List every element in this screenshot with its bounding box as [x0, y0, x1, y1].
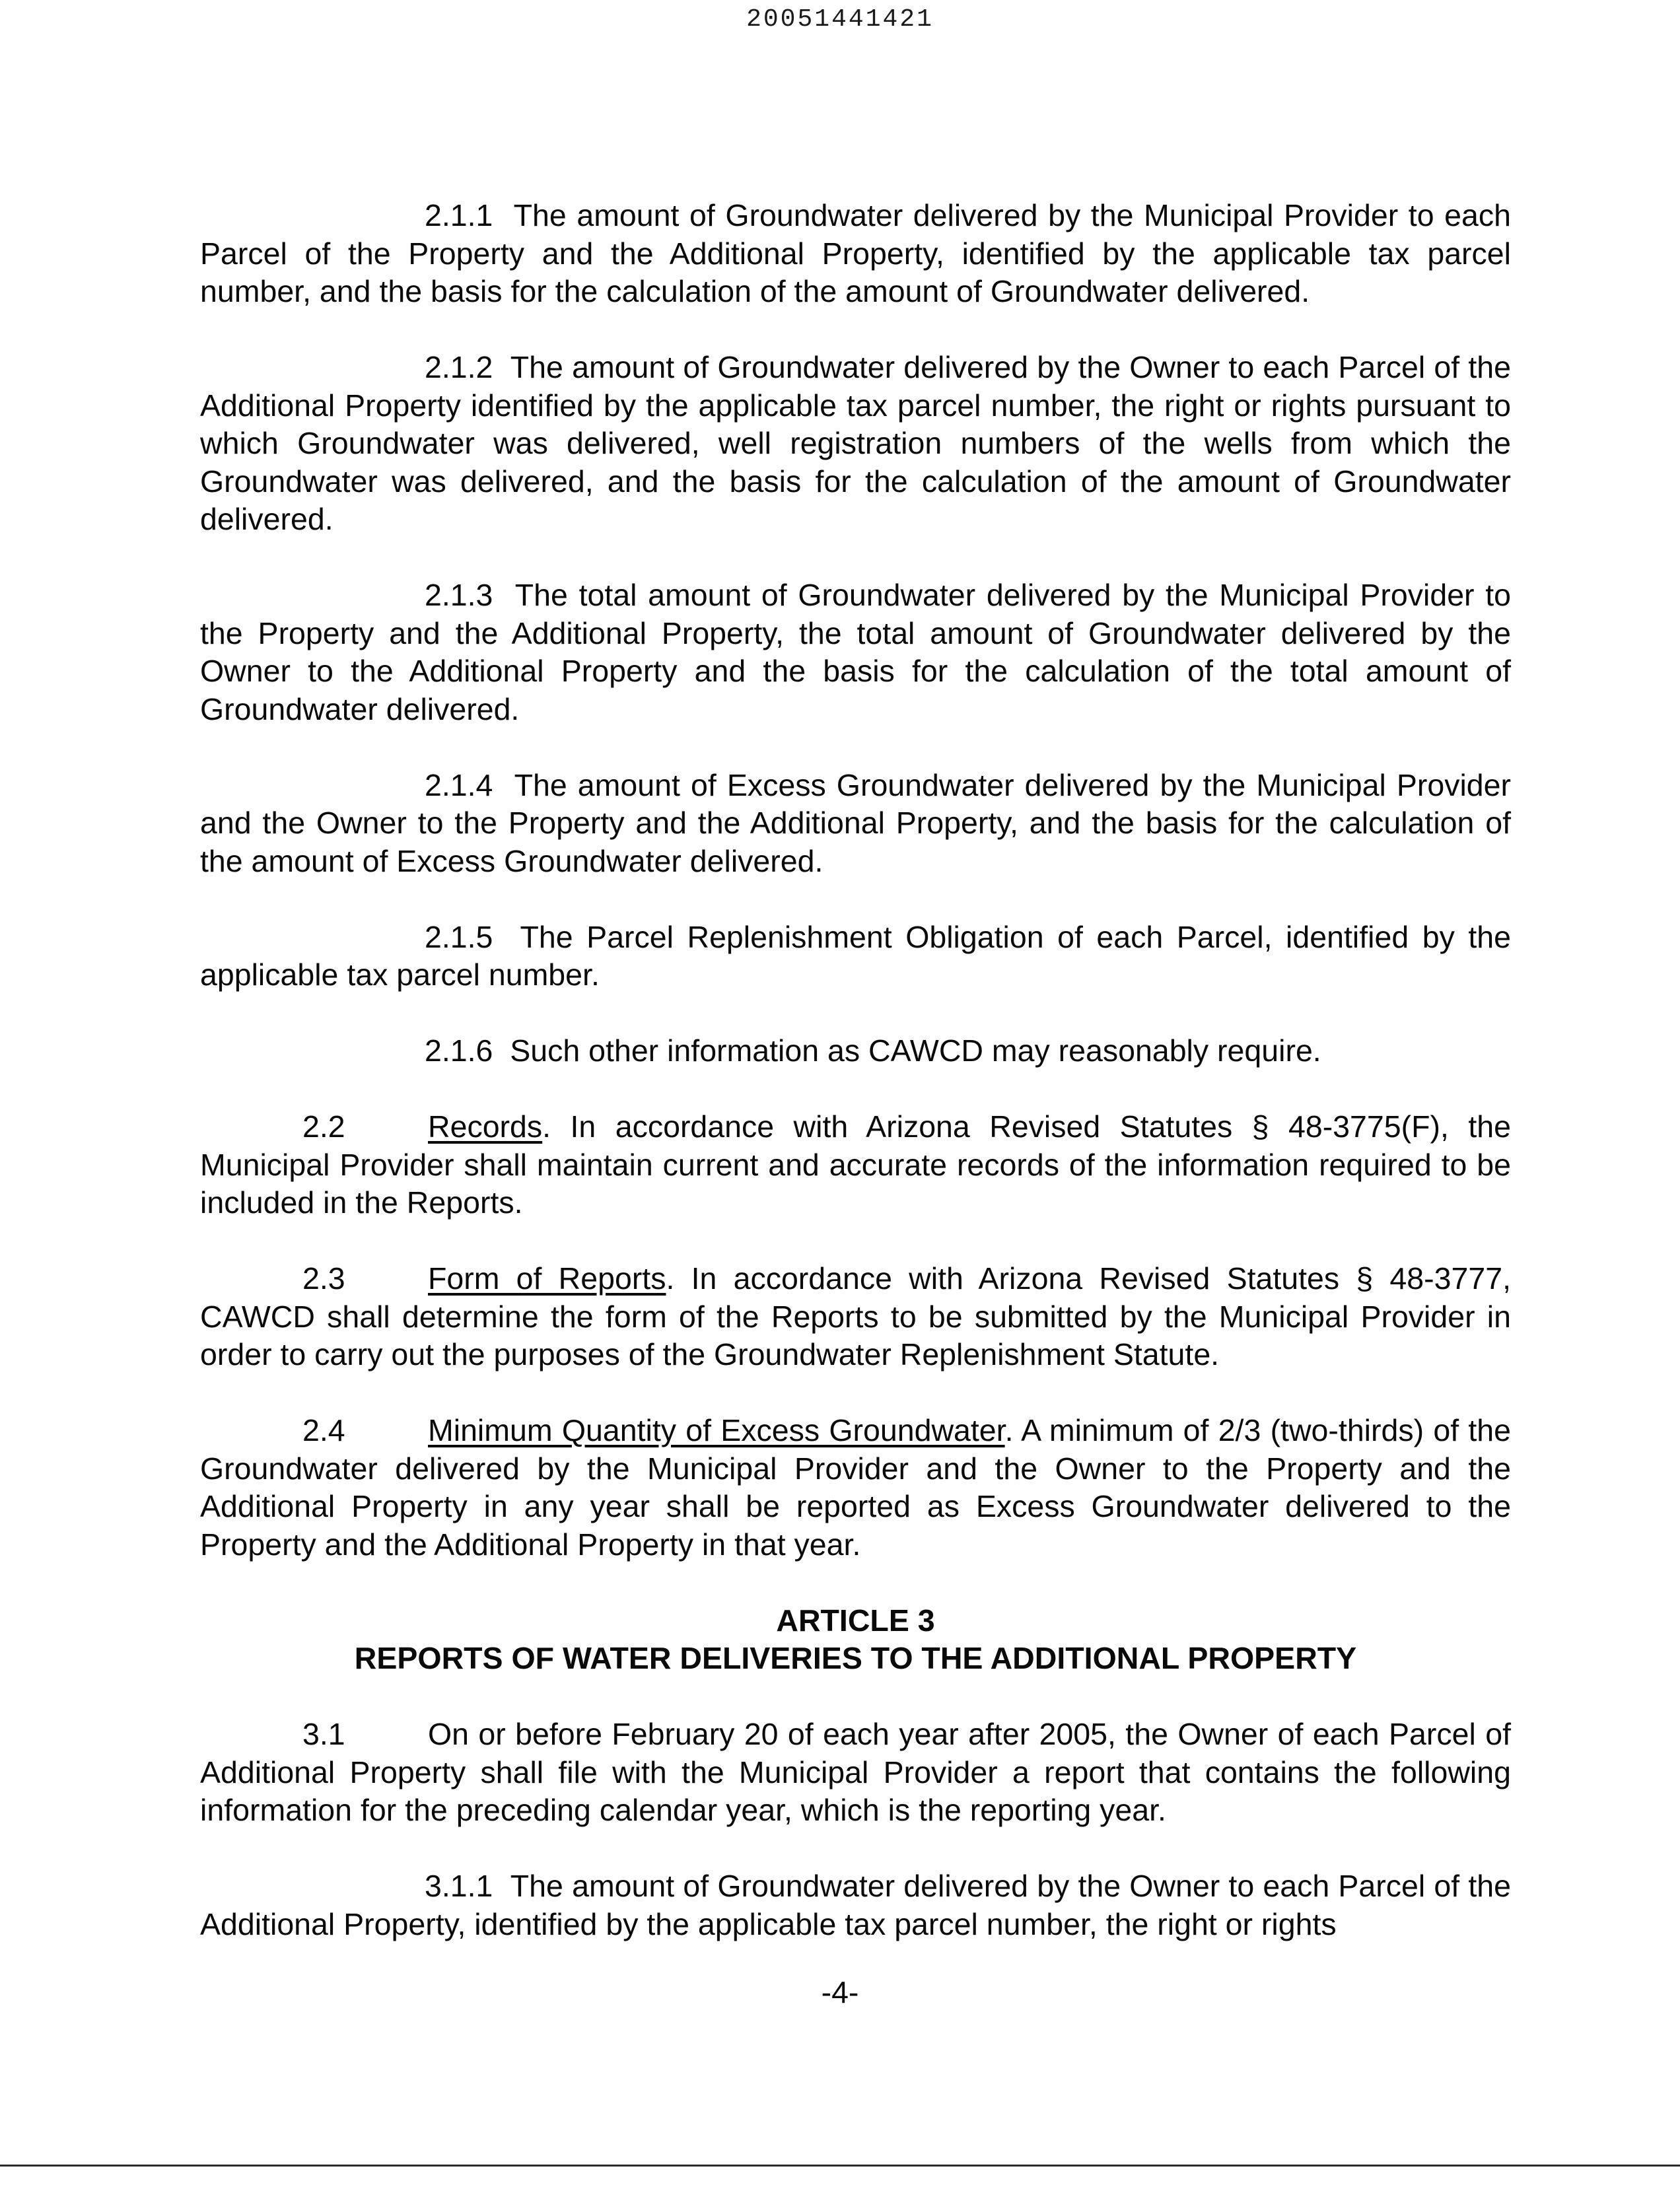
- paragraph-2-1-3: [200, 576, 1511, 728]
- section-number: 2.3: [302, 1261, 345, 1296]
- document-body: [200, 197, 1511, 1982]
- section-title: Minimum Quantity of Excess Groundwater: [428, 1413, 1005, 1447]
- section-text: On or before February 20 of each year after 2005, the Owner of each Parcel of Additional Property shall file with the Municipal Provider a report that contains the following information for the preceding calendar year, which is the reporting year.: [200, 1717, 1511, 1827]
- section-text: . A minimum of 2/3 (two-thirds) of the Groundwater delivered by the Municipal Provider and the Owner to the Property and the Additional Property in any year shall be reported as Excess Groundwater delivered to the Property and the Additional Property in that year.: [200, 1413, 1511, 1562]
- section-2-3-form-of-reports: [200, 1260, 1511, 1374]
- paragraph-2-1-5: [200, 919, 1511, 994]
- section-text: . In accordance with Arizona Revised Statutes § 48-3775(F), the Municipal Provider shall maintain current and accurate records of the information required to be included in the Reports.: [200, 1109, 1511, 1220]
- article-title: REPORTS OF WATER DELIVERIES TO THE ADDITIONAL PROPERTY: [354, 1641, 1357, 1675]
- paragraph-number: 2.1.2: [425, 350, 493, 384]
- page-number: -4-: [821, 1975, 859, 2009]
- paragraph-2-1-1: [200, 197, 1511, 311]
- paragraph-number: 2.1.1: [425, 198, 493, 232]
- paragraph-text: The amount of Groundwater delivered by the Owner to each Parcel of the Additional Property identified by the applicable tax parcel number, the right or rights pursuant to which Groundwater was delivered, well registration numbers of the wells from which the Groundwater was delivered, and the basis for the calculation of the amount of Groundwater delivered.: [200, 350, 1511, 536]
- section-number: 3.1: [302, 1717, 345, 1751]
- paragraph-2-1-4: [200, 767, 1511, 881]
- paragraph-text: The amount of Excess Groundwater delivered by the Municipal Provider and the Owner to the Property and the Additional Property, and the basis for the calculation of the amount of Excess Groundwater delivered.: [200, 767, 1512, 878]
- section-number: 2.2: [302, 1109, 345, 1144]
- paragraph-number: 2.1.3: [425, 578, 493, 612]
- paragraph-2-1-6: [200, 1032, 1511, 1070]
- section-3-1: [200, 1716, 1511, 1830]
- bottom-divider: [0, 2165, 1680, 2167]
- document-id-header: 20051441421: [746, 5, 934, 34]
- section-number: 2.4: [302, 1413, 345, 1447]
- paragraph-number: 2.1.6: [425, 1033, 493, 1068]
- section-title: Records: [428, 1109, 543, 1144]
- paragraph-number: 2.1.5: [425, 919, 493, 954]
- paragraph-text: The Parcel Replenishment Obligation of each Parcel, identified by the applicable tax parcel number.: [200, 919, 1511, 992]
- paragraph-2-1-2: [200, 349, 1511, 539]
- section-text: . In accordance with Arizona Revised Statutes § 48-3777, CAWCD shall determine the form of the Reports to be submitted by the Municipal Provider in order to carry out the purposes of the Groundwater Replenishment Statute.: [200, 1261, 1511, 1371]
- section-2-4-minimum-quantity: [200, 1412, 1511, 1564]
- paragraph-text: The amount of Groundwater delivered by the Municipal Provider to each Parcel of the Property and the Additional Property, identified by the applicable tax parcel number, and the basis for the calculation of the amount of Groundwater delivered.: [200, 198, 1511, 308]
- article-label: ARTICLE 3: [776, 1603, 935, 1638]
- article-heading: [200, 1602, 1511, 1678]
- paragraph-number: 2.1.4: [425, 767, 493, 802]
- section-2-2-records: [200, 1108, 1511, 1222]
- paragraph-text: Such other information as CAWCD may reasonably require.: [510, 1033, 1321, 1068]
- paragraph-text: The amount of Groundwater delivered by the Owner to each Parcel of the Additional Property, identified by the applicable tax parcel number, the right or rights: [200, 1869, 1511, 1941]
- paragraph-3-1-1: [200, 1867, 1511, 1943]
- paragraph-number: 3.1.1: [425, 1869, 493, 1903]
- section-title: Form of Reports: [428, 1261, 666, 1296]
- paragraph-text: The total amount of Groundwater delivered by the Municipal Provider to the Property and the Additional Property, the total amount of Groundwater delivered by the Owner to the Additional Property and the basis for the calculation of the total amount of Groundwater delivered.: [200, 578, 1511, 726]
